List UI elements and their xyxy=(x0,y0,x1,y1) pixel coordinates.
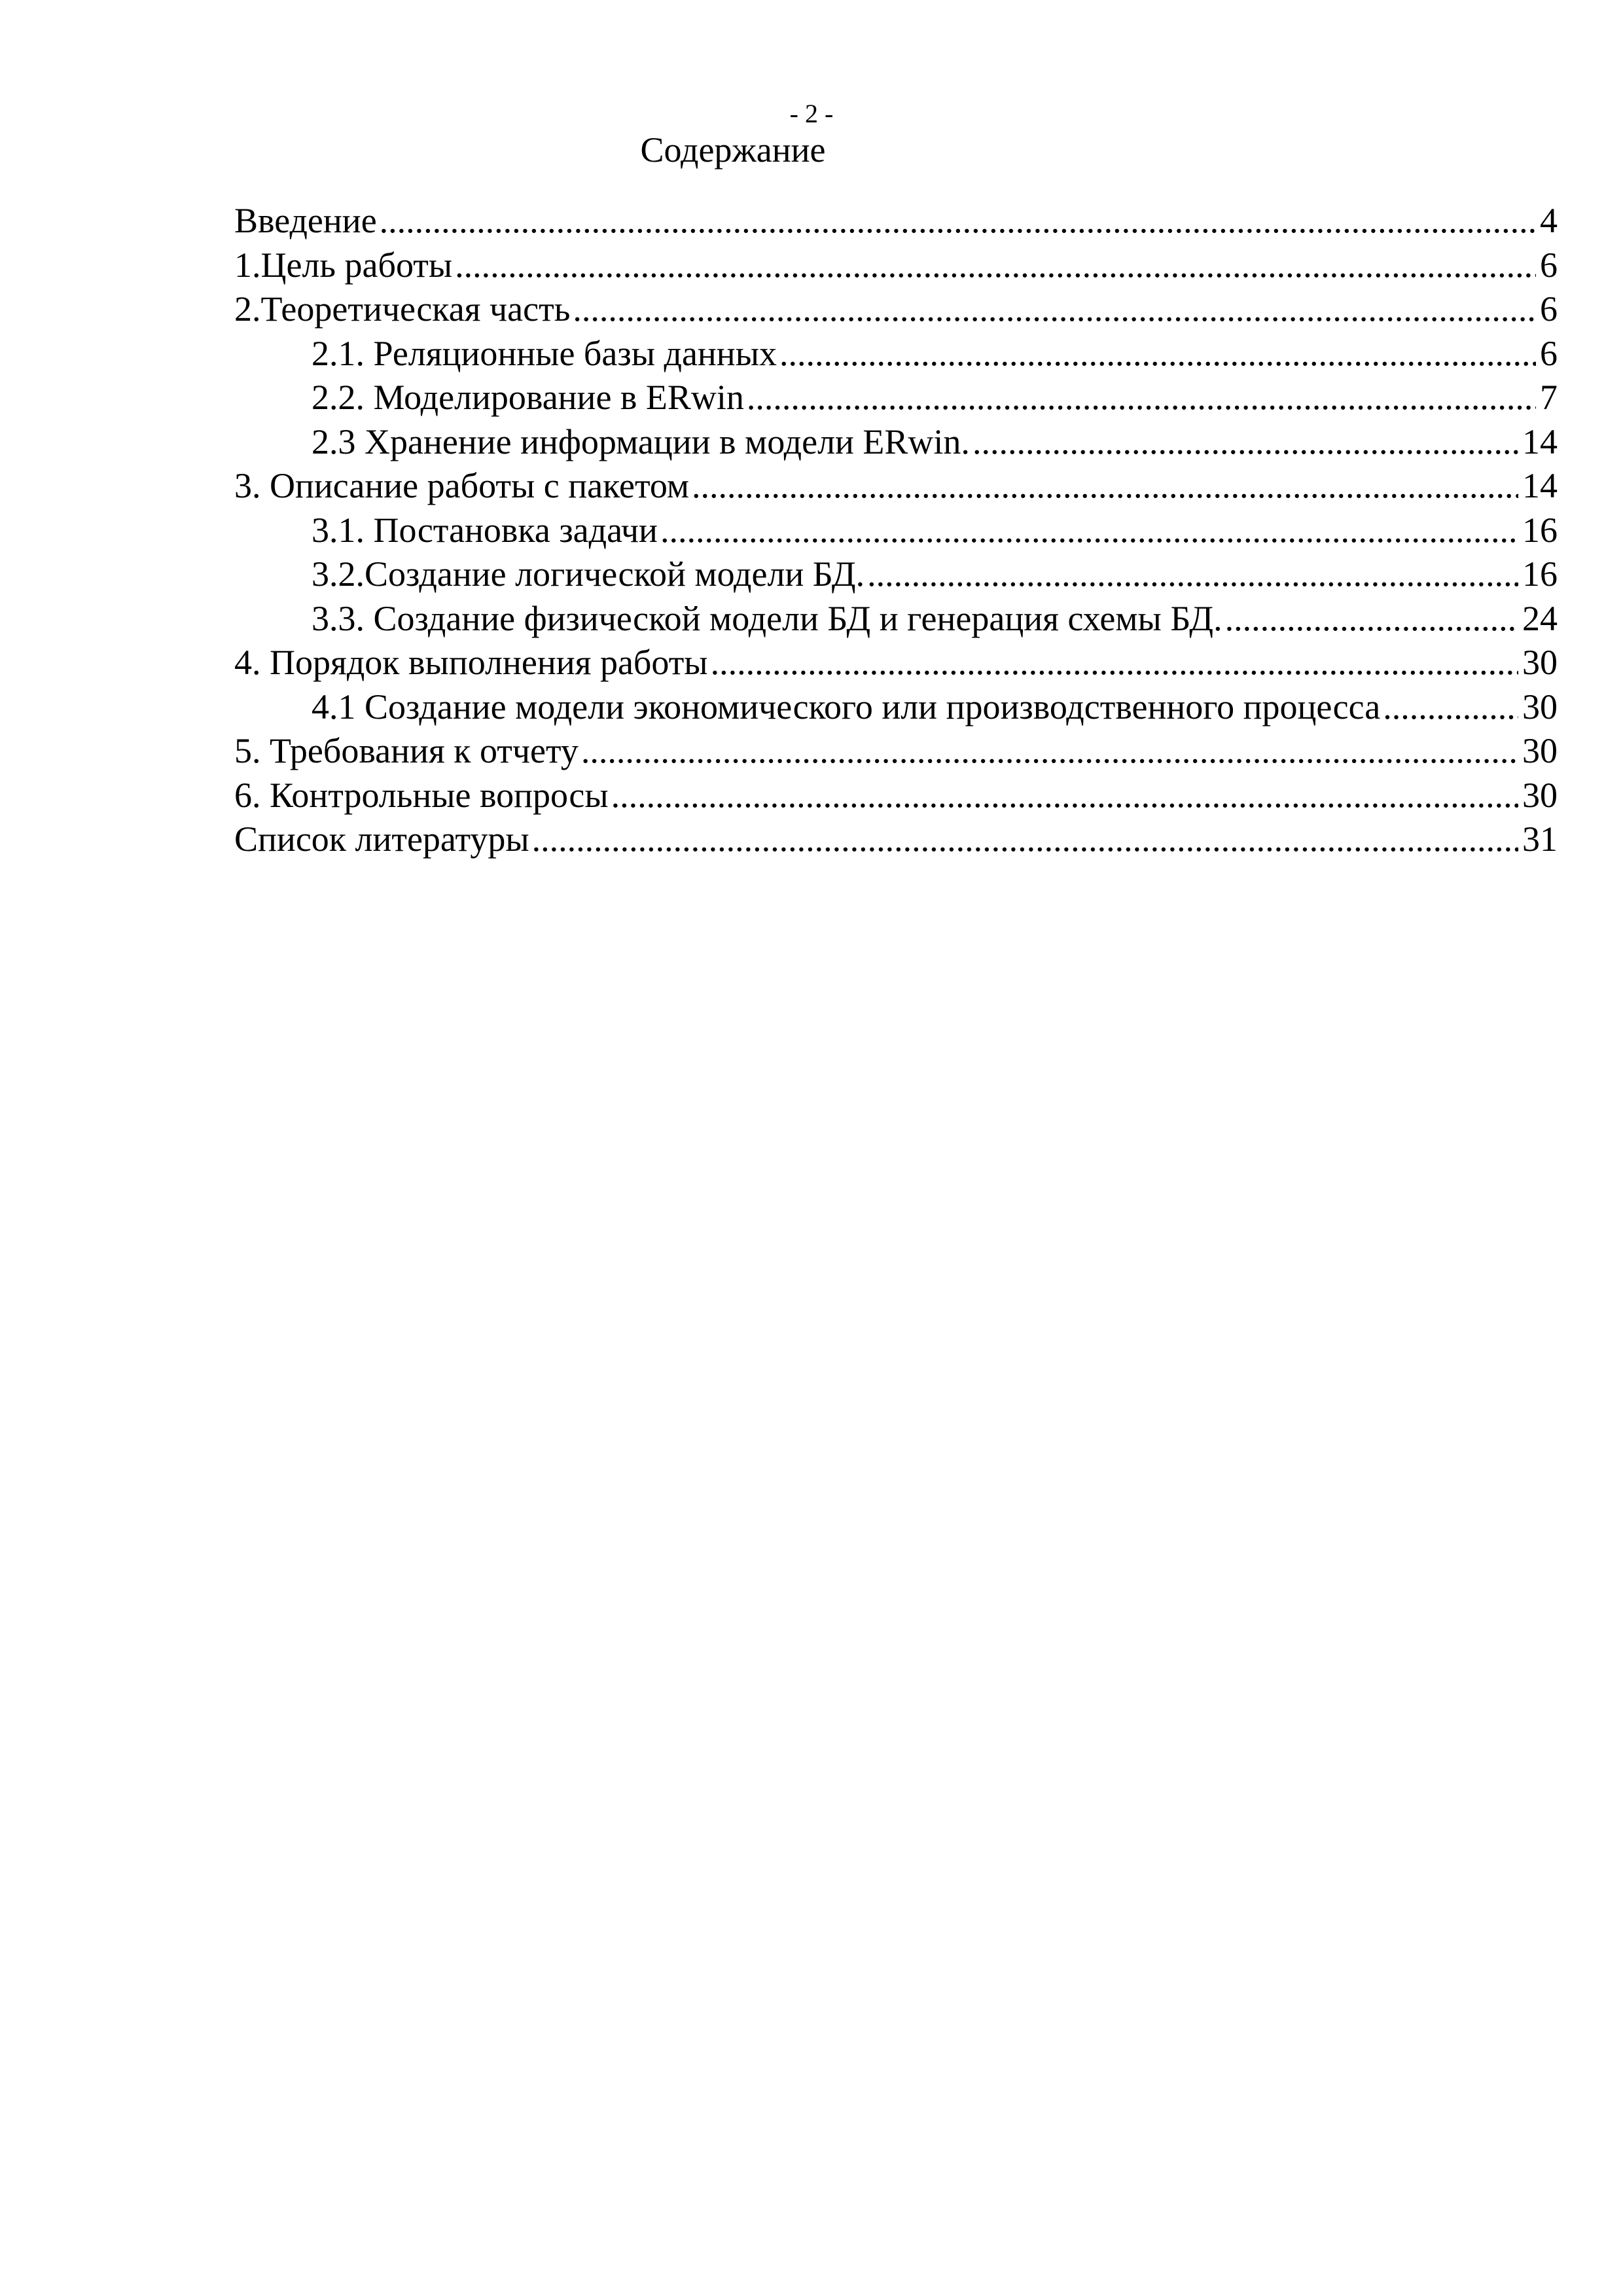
toc-entry-erwin-modeling[interactable] xyxy=(234,376,1558,420)
toc-entry-text: 4. Порядок выполнения работы xyxy=(234,643,708,682)
toc-leader-dots xyxy=(1225,597,1518,641)
toc-entry-text: 3.3. Создание физической модели БД и генерация схемы БД. xyxy=(312,598,1222,638)
toc-entry-control-questions[interactable] xyxy=(234,774,1558,818)
toc-leader-dots xyxy=(692,464,1518,509)
toc-entry-page: 4 xyxy=(1540,201,1558,240)
toc-entry-introduction[interactable] xyxy=(234,199,1558,243)
toc-entry-goal[interactable] xyxy=(234,243,1558,288)
toc-entry-text: 2.2. Моделирование в ERwin xyxy=(312,378,744,417)
toc-entry-text: 6. Контрольные вопросы xyxy=(234,775,609,815)
toc-leader-dots xyxy=(455,243,1536,288)
toc-entry-task-statement[interactable] xyxy=(234,509,1558,553)
toc-entry-physical-model[interactable] xyxy=(234,597,1558,641)
toc-leader-dots xyxy=(532,817,1518,862)
toc-entry-page: 14 xyxy=(1522,466,1558,505)
toc-entry-page: 30 xyxy=(1522,687,1558,726)
toc-entry-text: 4.1 Создание модели экономического или производственного процесса xyxy=(312,687,1381,726)
toc-entry-erwin-storage[interactable] xyxy=(234,420,1558,465)
toc-leader-dots xyxy=(660,509,1518,553)
toc-entry-text: 1.Цель работы xyxy=(234,245,453,285)
toc-entry-process-model[interactable] xyxy=(234,685,1558,730)
toc-entry-text: 2.Теоретическая часть xyxy=(234,289,571,329)
toc-entry-text: 5. Требования к отчету xyxy=(234,731,579,770)
toc-title: Содержание xyxy=(640,130,826,170)
toc-entry-page: 30 xyxy=(1522,731,1558,770)
toc-entry-page: 16 xyxy=(1522,554,1558,594)
toc-entry-report-requirements[interactable] xyxy=(234,729,1558,774)
toc-leader-dots xyxy=(611,774,1518,818)
toc-entry-page: 6 xyxy=(1540,245,1558,285)
toc-entry-theory[interactable] xyxy=(234,287,1558,332)
toc-entry-page: 31 xyxy=(1522,819,1558,859)
page-number-text: - 2 - xyxy=(789,99,834,128)
toc-entry-page: 30 xyxy=(1522,643,1558,682)
toc-entry-page: 30 xyxy=(1522,775,1558,815)
toc-entry-package-work[interactable] xyxy=(234,464,1558,509)
toc-entry-text: 3.2.Создание логической модели БД. xyxy=(312,554,865,594)
toc-entry-text: Введение xyxy=(234,201,377,240)
toc-entry-text: 3.1. Постановка задачи xyxy=(312,510,658,550)
toc-entry-relational-db[interactable] xyxy=(234,332,1558,376)
toc-leader-dots xyxy=(1383,685,1518,730)
toc-leader-dots xyxy=(573,287,1536,332)
toc-entry-page: 16 xyxy=(1522,510,1558,550)
toc-leader-dots xyxy=(972,420,1518,465)
toc-leader-dots xyxy=(747,376,1536,420)
toc-entry-text: 2.1. Реляционные базы данных xyxy=(312,333,777,373)
toc-entry-procedure[interactable] xyxy=(234,641,1558,685)
toc-leader-dots xyxy=(779,332,1536,376)
toc-entry-logical-model[interactable] xyxy=(234,552,1558,597)
toc-entry-page: 14 xyxy=(1522,422,1558,461)
toc-entry-page: 6 xyxy=(1540,333,1558,373)
toc-leader-dots xyxy=(711,641,1518,685)
toc-leader-dots xyxy=(581,729,1518,774)
toc-entry-page: 24 xyxy=(1522,598,1558,638)
toc-leader-dots xyxy=(867,552,1518,597)
page-number xyxy=(0,98,1623,130)
toc-entry-text: 3. Описание работы с пакетом xyxy=(234,466,689,505)
toc-entry-page: 7 xyxy=(1540,378,1558,417)
toc-entry-page: 6 xyxy=(1540,289,1558,329)
toc-entry-references[interactable] xyxy=(234,817,1558,862)
toc-entry-text: 2.3 Хранение информации в модели ERwin. xyxy=(312,422,970,461)
toc-entry-text: Список литературы xyxy=(234,819,529,859)
table-of-contents xyxy=(234,199,1558,862)
toc-leader-dots xyxy=(380,199,1536,243)
